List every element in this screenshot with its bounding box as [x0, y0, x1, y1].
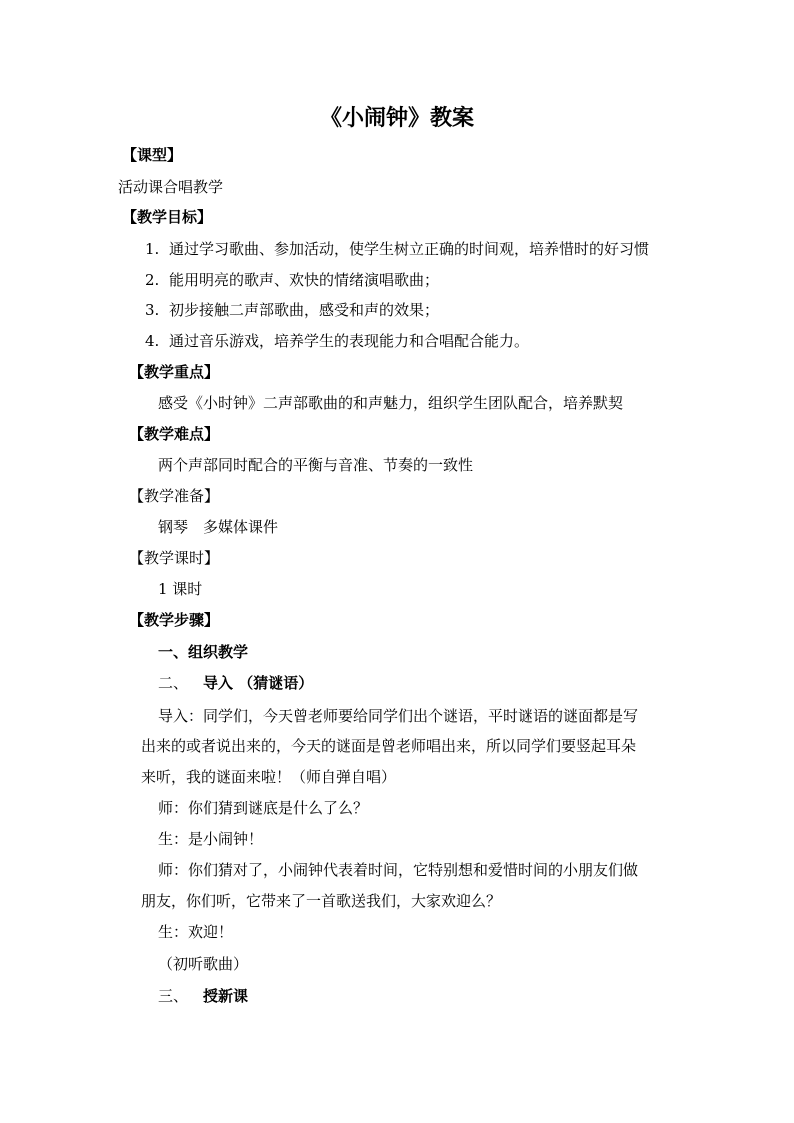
objective-4-number: 4. — [145, 332, 160, 350]
objective-2-number: 2. — [145, 271, 160, 289]
step-1-heading: 一、组织教学 — [158, 643, 249, 661]
section-objectives-heading: 【教学目标】 — [122, 208, 213, 226]
dialog-line-1: 师：你们猜到谜底是什么了么？ — [158, 799, 369, 817]
intro-line-2: 出来的或者说出来的，今天的谜面是曾老师唱出来，所以同学们要竖起耳朵 — [141, 737, 637, 755]
section-hours-body: 1 课时 — [158, 580, 203, 598]
section-hours-heading: 【教学课时】 — [129, 549, 220, 567]
section-steps-heading: 【教学步骤】 — [129, 611, 220, 629]
listening-note: （初听歌曲） — [158, 955, 249, 973]
step-3-title: 授新课 — [203, 987, 249, 1005]
objective-4-text: 通过音乐游戏，培养学生的表现能力和合唱配合能力。 — [169, 332, 530, 350]
section-keypoints-heading: 【教学重点】 — [129, 363, 220, 381]
section-preparation-body: 钢琴 多媒体课件 — [158, 518, 279, 536]
section-keypoints-body: 感受《小时钟》二声部歌曲的和声魅力，组织学生团队配合，培养默契 — [158, 394, 624, 412]
objective-1-number: 1. — [145, 240, 160, 258]
dialog-line-3b: 朋友，你们听，它带来了一首歌送我们，大家欢迎么？ — [141, 892, 502, 910]
section-difficulties-heading: 【教学难点】 — [129, 425, 220, 443]
dialog-line-3a: 师：你们猜对了，小闹钟代表着时间，它特别想和爱惜时间的小朋友们做 — [158, 861, 639, 879]
intro-line-1: 导入：同学们，今天曾老师要给同学们出个谜语，平时谜语的谜面都是写 — [158, 707, 639, 725]
section-type-heading: 【课型】 — [122, 146, 183, 164]
step-3-number: 三、 — [158, 987, 189, 1005]
section-difficulties-body: 两个声部同时配合的平衡与音准、节奏的一致性 — [158, 456, 474, 474]
objective-2-text: 能用明亮的歌声、欢快的情绪演唱歌曲； — [169, 271, 440, 289]
section-type-body: 活动课合唱教学 — [118, 178, 224, 196]
document-title: 《小闹钟》教案 — [319, 105, 474, 131]
objective-3-text: 初步接触二声部歌曲，感受和声的效果； — [169, 301, 440, 319]
section-preparation-heading: 【教学准备】 — [129, 487, 220, 505]
dialog-line-2: 生：是小闹钟！ — [158, 830, 264, 848]
intro-line-3: 来听，我的谜面来啦！（师自弹自唱） — [141, 768, 397, 786]
objective-1-text: 通过学习歌曲、参加活动，使学生树立正确的时间观，培养惜时的好习惯 — [169, 240, 650, 258]
step-2-title: 导入 （猜谜语） — [203, 674, 314, 692]
dialog-line-4: 生：欢迎！ — [158, 923, 234, 941]
objective-3-number: 3. — [145, 301, 160, 319]
step-2-number: 二、 — [158, 674, 189, 692]
